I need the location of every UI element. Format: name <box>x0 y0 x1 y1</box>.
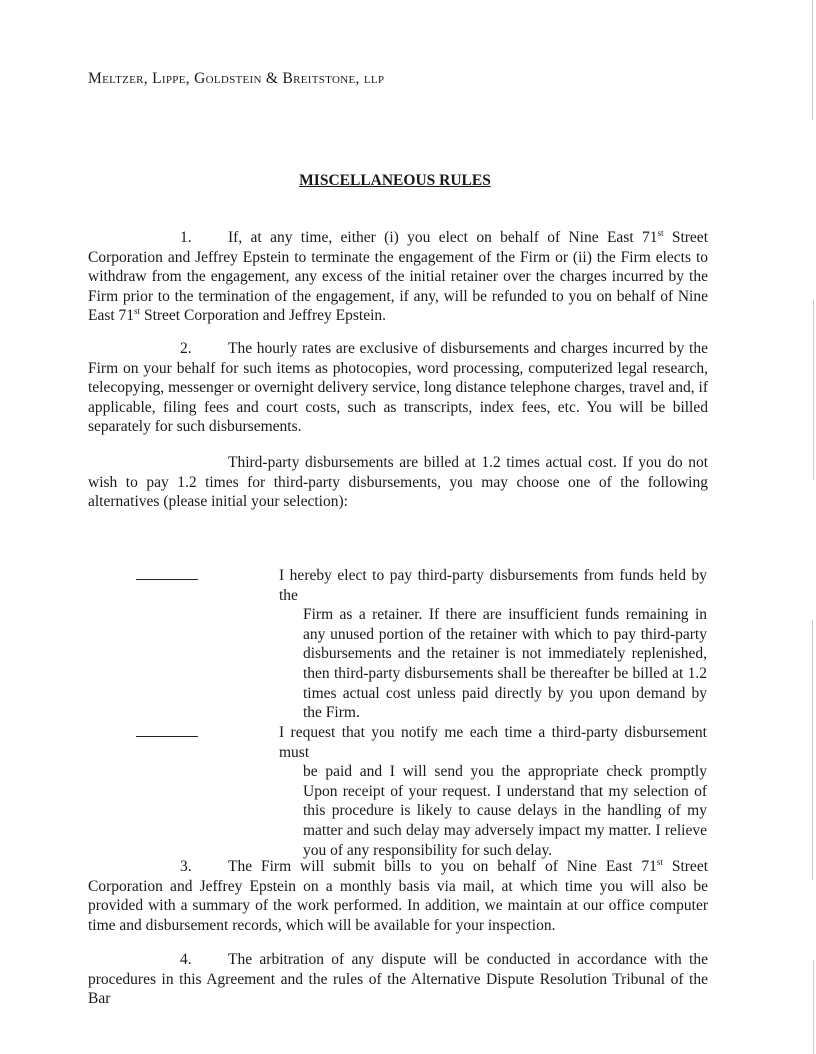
paragraph-1-sup-a: st <box>657 227 664 238</box>
scan-mark <box>813 300 814 480</box>
paragraph-1-text-a: If, at any time, either (i) you elect on behalf of Nine East 71 <box>228 229 658 246</box>
scan-edge-artifacts <box>806 0 816 1054</box>
paragraph-3 <box>88 857 708 935</box>
paragraph-2 <box>88 339 708 437</box>
option-2-first-line: I request that you notify me each time a third-party disbursement must <box>279 724 707 761</box>
firm-letterhead: Meltzer, Lippe, Goldstein & Breitstone, llp <box>88 70 385 87</box>
paragraph-2-text: The hourly rates are exclusive of disbursements and charges incurred by the Firm on your behalf for such items as photocopies, word processing, computerized legal research, telecopying, messenger or overnight delivery service, long distance telephone charges, travel and, if applicable, filing fees and court costs, such as transcripts, index fees, etc. You will be billed separately for such disbursements. <box>88 340 708 436</box>
option-1-first-line: I hereby elect to pay third-party disbursements from funds held by the <box>279 567 707 604</box>
paragraph-3-sup: st <box>656 856 663 867</box>
paragraph-4-text: The arbitration of any dispute will be conducted in accordance with the procedures in this Agreement and the rules of the Alternative Dispute Resolution Tribunal of the Bar <box>88 951 708 1008</box>
scan-mark <box>812 0 813 120</box>
paragraph-1-sup-b: st <box>134 306 141 317</box>
scan-mark <box>813 960 814 1054</box>
paragraph-2b-text: Third-party disbursements are billed at 1.2 times actual cost. If you do not wish to pay 1.2 times for third-party disbursements, you may choose one of the following alternatives (please initial your selection): <box>88 454 708 511</box>
paragraph-4-number: 4. <box>180 951 192 968</box>
option-2-rest: be paid and I will send you the appropriate check promptly Upon receipt of your request. I understand that my selection of this procedure is likely to cause delays in the handling of my matter and such delay may adversely impact my matter. I relieve you of any responsibility for such delay. <box>303 763 707 859</box>
paragraph-3-number: 3. <box>180 858 192 875</box>
paragraph-2b <box>88 453 708 512</box>
option-2-text <box>279 723 707 860</box>
option-2-initial-line[interactable] <box>136 736 198 737</box>
paragraph-1-text-b: Street Corporation and Jeffrey Epstein to terminate the engagement of the Firm or (ii) the Firm elects to withdraw from the engagement, any excess of the initial retainer over the charges incurred by the Firm prior to the termination of the engagement, if any, will be refunded to you on behalf of Nine East 71 <box>88 229 708 325</box>
paragraph-1-text-c: Street Corporation and Jeffrey Epstein. <box>140 307 387 325</box>
section-title: MISCELLANEOUS RULES <box>299 172 491 189</box>
paragraph-1 <box>88 228 708 326</box>
paragraph-4 <box>88 950 708 1009</box>
option-1-text <box>279 566 707 723</box>
paragraph-3-text-a: The Firm will submit bills to you on behalf of Nine East 71 <box>228 858 657 875</box>
paragraph-2-number: 2. <box>180 340 192 357</box>
scan-mark <box>812 620 813 880</box>
option-1-rest: Firm as a retainer. If there are insufficient funds remaining in any unused portion of the retainer with which to pay third-party disbursements and the retainer is not immediately replenished, then third-party disbursements shall be thereafter be billed at 1.2 times actual cost unless paid directly by you upon demand by the Firm. <box>303 606 707 722</box>
paragraph-3-text-b: Street Corporation and Jeffrey Epstein on a monthly basis via mail, at which time you will also be provided with a summary of the work performed. In addition, we maintain at our office computer time and disbursement records, which will be available for your inspection. <box>88 858 708 934</box>
paragraph-1-number: 1. <box>180 229 192 246</box>
option-1-initial-line[interactable] <box>136 579 198 580</box>
